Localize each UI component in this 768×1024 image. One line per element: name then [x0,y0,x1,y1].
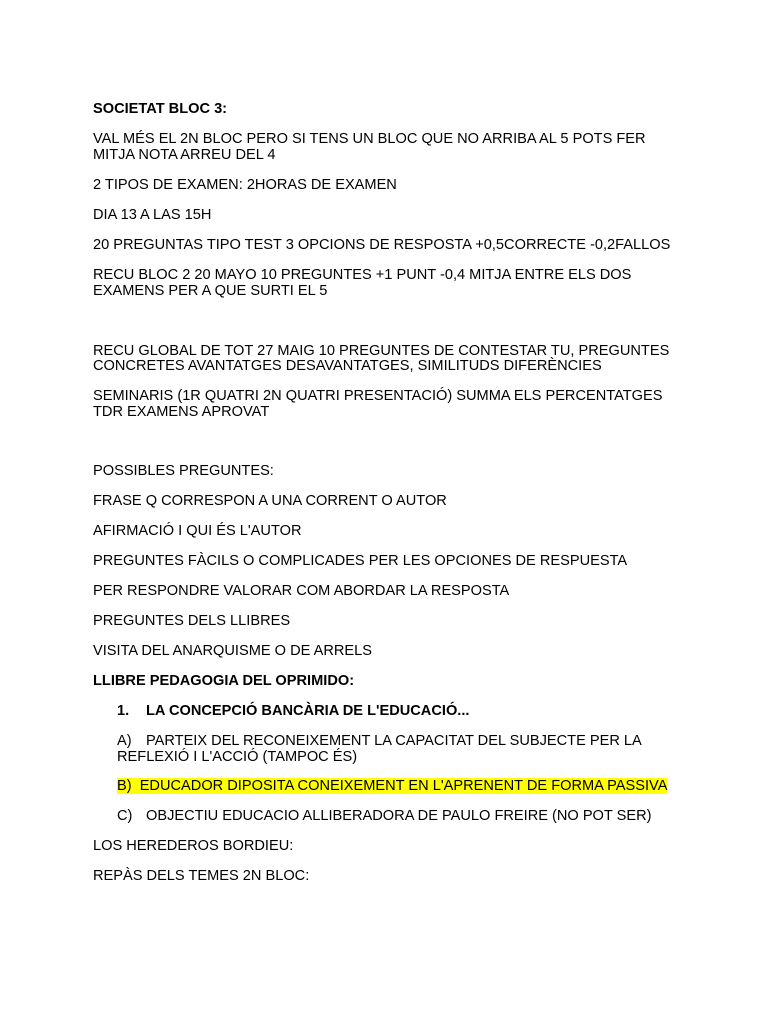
answer-option-a [117,734,642,750]
paragraph-line: CONCRETES AVANTATGES DESAVANTATGES, SIMILITUDS DIFERÈNCIES [93,358,602,374]
paragraph-line: RECU BLOC 2 20 MAYO 10 PREGUNTES +1 PUNT -0,4 MITJA ENTRE ELS DOS [93,267,632,283]
numbered-item [117,704,469,720]
paragraph-line: VAL MÉS EL 2N BLOC PERO SI TENS UN BLOC QUE NO ARRIBA AL 5 POTS FER [93,131,646,147]
list-item: PREGUNTES FÀCILS O COMPLICADES PER LES OPCIONES DE RESPUESTA [93,553,628,569]
section-heading: POSSIBLES PREGUNTES: [93,463,274,479]
paragraph-line: SEMINARIS (1R QUATRI 2N QUATRI PRESENTACIÓ) SUMMA ELS PERCENTATGES [93,388,663,404]
paragraph: DIA 13 A LAS 15H [93,207,212,223]
highlight [117,778,667,794]
document-title: SOCIETAT BLOC 3: [93,101,228,117]
option-text: OBJECTIU EDUCACIO ALLIBERADORA DE PAULO FREIRE (NO POT SER) [146,808,652,824]
option-marker: B) [117,778,132,794]
paragraph-line: EXAMENS PER A QUE SURTI EL 5 [93,283,328,299]
option-marker: C) [117,808,133,824]
paragraph: 2 TIPOS DE EXAMEN: 2HORAS DE EXAMEN [93,177,397,193]
section-heading: LLIBRE PEDAGOGIA DEL OPRIMIDO: [93,673,355,689]
option-text: PARTEIX DEL RECONEIXEMENT LA CAPACITAT DEL SUBJECTE PER LA [146,733,642,749]
paragraph: LOS HEREDEROS BORDIEU: [93,838,294,854]
answer-option-c [117,809,651,825]
list-item: FRASE Q CORRESPON A UNA CORRENT O AUTOR [93,493,447,509]
item-text: LA CONCEPCIÓ BANCÀRIA DE L'EDUCACIÓ... [146,703,470,719]
paragraph-line: MITJA NOTA ARREU DEL 4 [93,147,276,163]
paragraph-line: RECU GLOBAL DE TOT 27 MAIG 10 PREGUNTES DE CONTESTAR TU, PREGUNTES [93,343,670,359]
answer-option-a-continued: REFLEXIÓ I L'ACCIÓ (TAMPOC ÉS) [117,749,358,765]
list-item: PREGUNTES DELS LLIBRES [93,613,291,629]
paragraph-line: TDR EXAMENS APROVAT [93,404,270,420]
paragraph: 20 PREGUNTAS TIPO TEST 3 OPCIONS DE RESPOSTA +0,5CORRECTE -0,2FALLOS [93,237,671,253]
item-number: 1. [117,703,130,719]
option-text: EDUCADOR DIPOSITA CONEIXEMENT EN L'APRENENT DE FORMA PASSIVA [139,778,668,794]
answer-option-b-highlighted [117,779,667,795]
option-marker: A) [117,733,132,749]
paragraph: REPÀS DELS TEMES 2N BLOC: [93,868,310,884]
list-item: VISITA DEL ANARQUISME O DE ARRELS [93,643,372,659]
list-item: AFIRMACIÓ I QUI ÉS L'AUTOR [93,523,302,539]
list-item: PER RESPONDRE VALORAR COM ABORDAR LA RESPOSTA [93,583,510,599]
